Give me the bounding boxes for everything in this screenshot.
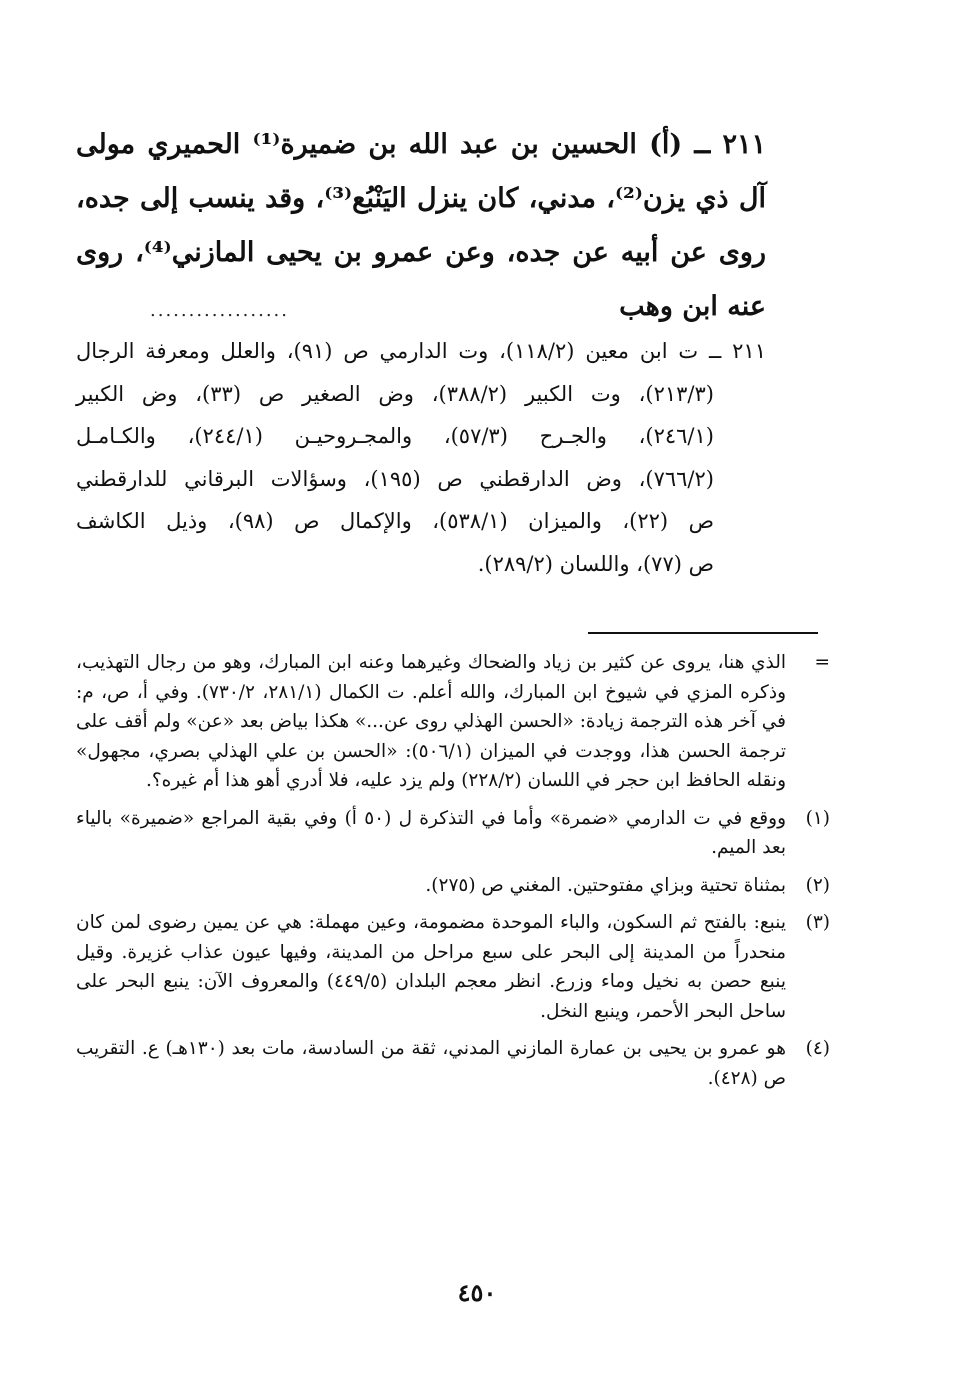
footnote-item: [76, 1034, 846, 1093]
footnote-text: ينبع: بالفتح ثم السكون، والباء الموحدة مضمومة، وعين مهملة: هي عن يمين رضوى لمن كان منحدراً من المدينة إلى البحر على سبع مراحل من المدينة، وفيها عيون عذاب غزيرة. وقيل ينبع حصن به نخيل وماء وزرع. انظر معجم البلدان (٤٤٩/٥) والمعروف الآن: ينبع البحر على ساحل البحر الأحمر، وينبع النخل.: [76, 912, 787, 1022]
page-number: ٤٥٠: [457, 1278, 497, 1307]
reference-line: ٢١١ ــ ت ابن معين (١١٨/٢)، وت الدارمي ص (٩١)، والعلل ومعرفة الرجال: [76, 339, 766, 363]
footnote-number: (٤): [805, 1038, 830, 1059]
footnote-continuation: [76, 648, 846, 796]
reference-line: ص (٢٢)، والميزان (٥٣٨/١)، والإكمال ص (٩٨)، وذيل الكاشف: [76, 509, 715, 533]
entry-text: ٢١١ ــ (أ) الحسين بن عبد الله بن ضميرة⁽¹⁾ الحميري مولى آل ذي يزن⁽²⁾، مدني، كان ينزل اليَنْبُع⁽³⁾، وقد ينسب إلى جده، روى عن أبيه عن جده، وعن عمرو بن يحيى المازني⁽⁴⁾، روى عنه ابن وهب: [76, 129, 766, 322]
section-separator-dots: ..................: [150, 300, 289, 321]
continuation-marker: =: [814, 652, 830, 673]
reference-line: (٢١٣/٣)، وت الكبير (٣٨٨/٢)، وض الصغير ص (٣٣)، وض الكبير: [76, 381, 714, 406]
references-block: [76, 330, 766, 585]
reference-line: (٢٤٦/١)، والجـرح (٥٧/٣)، والمجـروحيـن (٢٤٤/١)، والكـامـل: [76, 424, 714, 448]
footnote-text: بمثناة تحتية وبزاي مفتوحتين. المغني ص (٢٧٥).: [425, 874, 786, 896]
footnotes-block: [76, 648, 846, 1101]
footnote-divider: [588, 632, 818, 634]
footnote-item: [76, 871, 846, 901]
footnote-text: الذي هنا، يروى عن كثير بن زياد والضحاك وغيرهما وعنه ابن المبارك، وهو من رجال التهذيب، وذكره المزي في شيوخ ابن المبارك، والله أعلم. ت الكمال (٢٨١/١، ٧٣٠/٢). وفي أ، ص، م: في آخر هذه الترجمة زيادة: «الحسن الهذلي روى عن...» هكذا بياض بعد «عن» ولم أقف على ترجمة الحسن هذا، ووجدت في الميزان (٥٠٦/١): «الحسن بن علي الهذلي بصري، مجهول» ونقله الحافظ ابن حجر في اللسان (٢٢٨/٢) ولم يزد عليه، فلا أدري أهو هذا أم غيره؟.: [76, 652, 787, 791]
reference-line: ص (٧٧)، واللسان (٢٨٩/٢).: [477, 551, 714, 576]
footnote-item: [76, 804, 846, 863]
footnote-number: (٢): [805, 874, 830, 896]
footnote-number: (٣): [805, 912, 830, 933]
footnote-number: (١): [805, 807, 830, 829]
footnote-item: [76, 908, 846, 1026]
reference-line: (٧٦٦/٢)، وض الدارقطني ص (١٩٥)، وسؤالات البرقاني للدارقطني: [76, 466, 714, 491]
footnote-text: ووقع في ت الدارمي «ضمرة» وأما في التذكرة ل (٥٠ أ) وفي بقية المراجع «ضميرة» بالياء بعد الميم.: [76, 807, 786, 858]
footnote-text: هو عمرو بن يحيى بن عمارة المازني المدني، ثقة من السادسة، مات بعد (١٣٠هـ) ع. التقريب ص (٤٢٨).: [76, 1038, 786, 1089]
